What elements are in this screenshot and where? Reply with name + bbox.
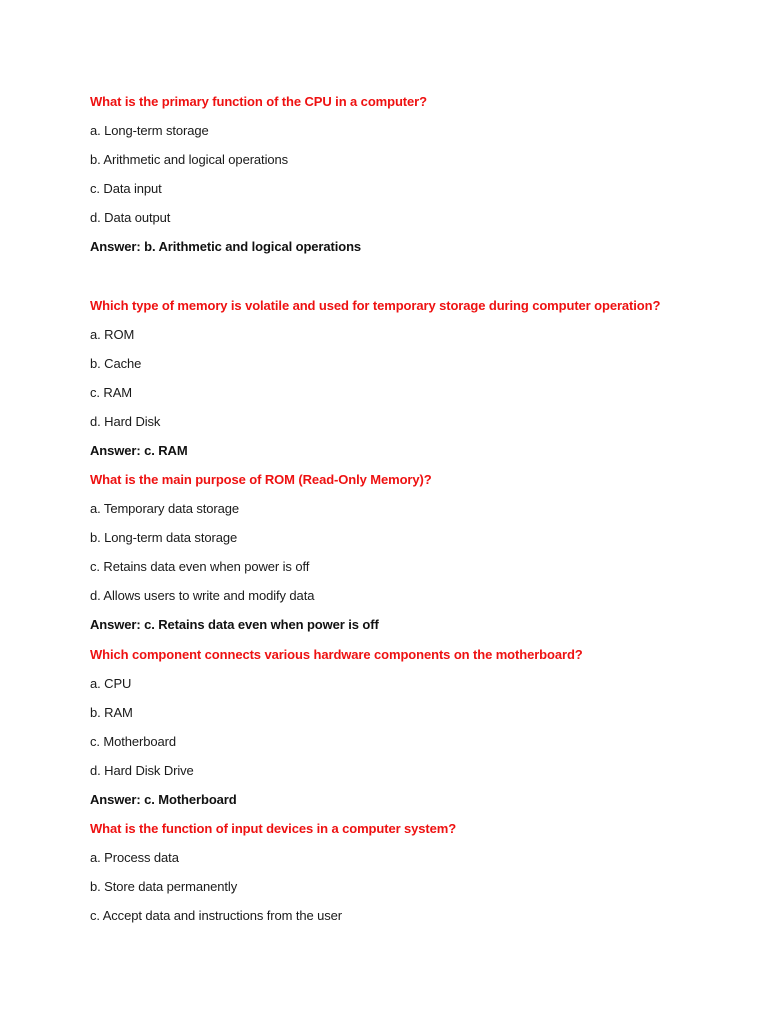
question-5: What is the function of input devices in a computer system?: [90, 821, 457, 836]
q2-option-b: b. Cache: [90, 356, 142, 371]
q2-answer: Answer: c. RAM: [90, 443, 188, 458]
question-2: Which type of memory is volatile and used for temporary storage during computer operation?: [90, 298, 661, 313]
q3-answer: Answer: c. Retains data even when power is off: [90, 617, 379, 632]
q4-option-b: b. RAM: [90, 705, 133, 720]
q4-answer: Answer: c. Motherboard: [90, 792, 237, 807]
q1-option-c: c. Data input: [90, 181, 162, 196]
q5-option-c: c. Accept data and instructions from the user: [90, 908, 343, 923]
q3-option-d: d. Allows users to write and modify data: [90, 588, 315, 603]
q1-answer: Answer: b. Arithmetic and logical operations: [90, 239, 362, 254]
q4-option-c: c. Motherboard: [90, 734, 177, 749]
q2-option-c: c. RAM: [90, 385, 133, 400]
q5-option-b: b. Store data permanently: [90, 879, 238, 894]
q4-option-a: a. CPU: [90, 676, 132, 691]
q4-option-d: d. Hard Disk Drive: [90, 763, 194, 778]
question-1: What is the primary function of the CPU in a computer?: [90, 94, 427, 109]
q1-option-b: b. Arithmetic and logical operations: [90, 152, 289, 167]
q1-option-d: d. Data output: [90, 210, 171, 225]
q3-option-b: b. Long-term data storage: [90, 530, 238, 545]
q3-option-c: c. Retains data even when power is off: [90, 559, 310, 574]
q1-option-a: a. Long-term storage: [90, 123, 209, 138]
q2-option-d: d. Hard Disk: [90, 414, 161, 429]
question-3: What is the main purpose of ROM (Read-Only Memory)?: [90, 472, 432, 487]
q2-option-a: a. ROM: [90, 327, 135, 342]
q3-option-a: a. Temporary data storage: [90, 501, 240, 516]
question-4: Which component connects various hardware components on the motherboard?: [90, 647, 583, 662]
q5-option-a: a. Process data: [90, 850, 179, 865]
